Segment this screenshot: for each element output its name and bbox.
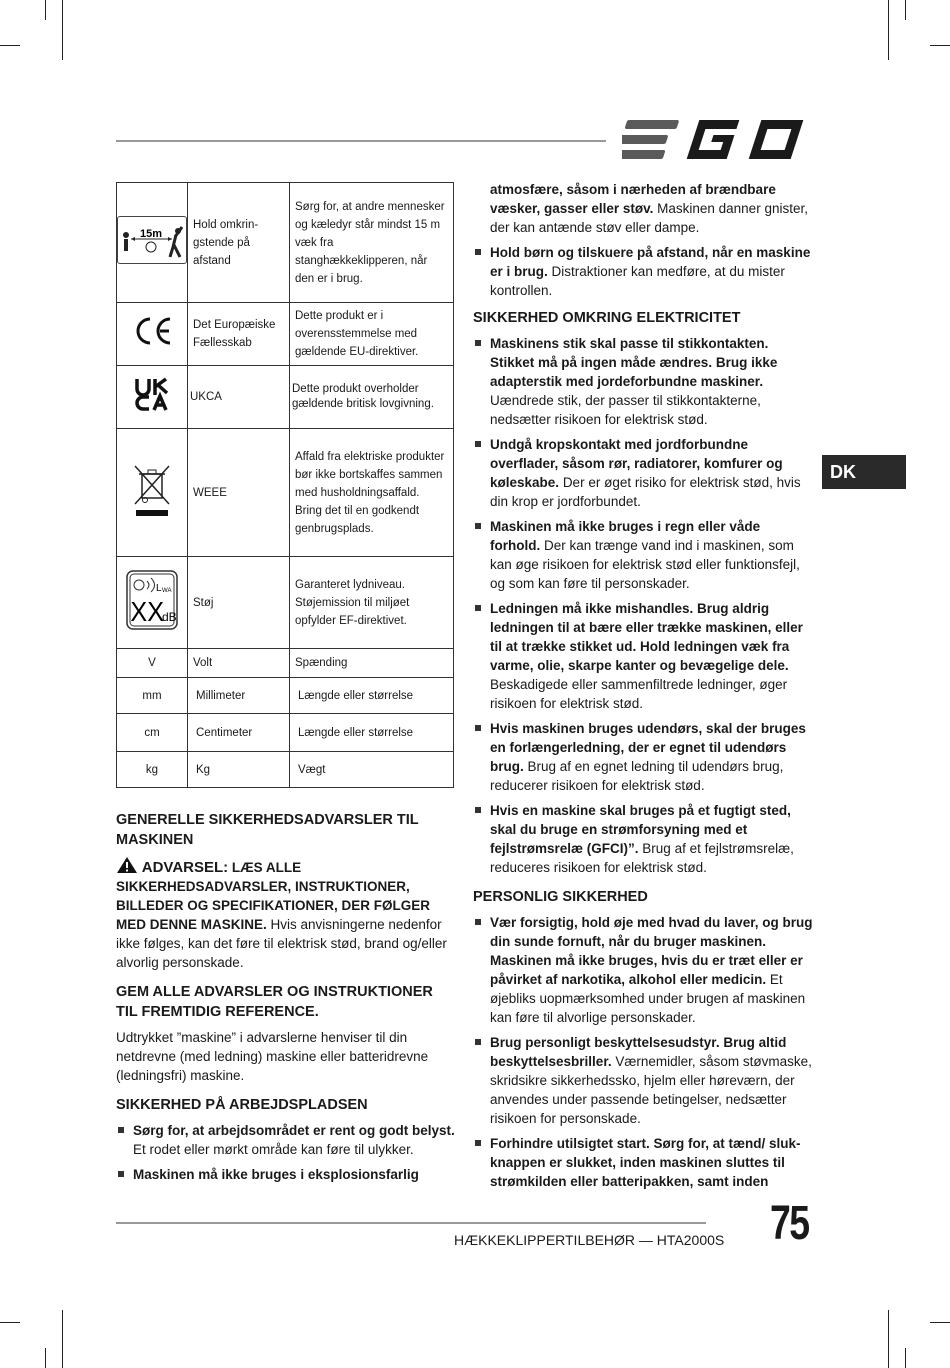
list-item — [473, 719, 813, 795]
list-item — [473, 913, 813, 1027]
crop-mark — [905, 1348, 906, 1368]
personal-safety-list — [473, 913, 813, 1191]
list-item-bold: Sørg for, at arbejdsområdet er rent og godt belyst. — [133, 1123, 455, 1138]
list-item-bold: Hvis maskinen bruges udendørs, skal der bruges en forlængerledning, der er egnet til udendørs brug. — [490, 721, 806, 774]
crop-mark — [62, 1310, 63, 1368]
crop-mark — [888, 1310, 889, 1368]
electrical-safety-list — [473, 334, 813, 877]
page-number: 75 — [770, 1197, 809, 1250]
table-row — [117, 183, 454, 303]
crop-mark — [930, 1322, 950, 1323]
list-item-bold: Maskinen må ikke bruges i regn eller våde forhold. — [490, 519, 761, 553]
symbol-description: Sørg for, at andre mennesker og kæledyr står mindst 15 m væk fra stanghækkeklipperen, når den er i brug. — [290, 183, 454, 303]
list-item-bold: Forhindre utilsigtet start. Sørg for, at tænd/ sluk-knappen er slukket, inden maskinen sluttes til strømkilden eller batteripakken, samt inden — [490, 1136, 801, 1189]
weee-bin-icon — [117, 429, 188, 557]
list-item-text: Der er øget risiko for elektrisk stød, hvis din krop er jordforbundet. — [490, 475, 801, 509]
list-item — [473, 180, 813, 237]
ego-logo — [622, 118, 812, 162]
crop-mark — [888, 0, 889, 60]
symbol-description: Dette produkt er i overensstemmelse med gældende EU-direktiver. — [290, 303, 454, 366]
left-column — [116, 810, 456, 1194]
symbol-description: Garanteret lydniveau. Støjemission til miljøet opfylder EF-direktivet. — [290, 557, 454, 649]
language-tab: DK — [822, 455, 906, 489]
symbol-description: Længde eller størrelse — [290, 714, 454, 752]
symbol-description: Spænding — [290, 649, 454, 678]
warning-text: Hvis anvisningerne nedenfor ikke følges, kan det føre til elektrisk stød, brand og/eller alvorlig personskade. — [116, 917, 447, 970]
list-item — [473, 599, 813, 713]
crop-mark — [0, 45, 20, 46]
heading-general-warnings: GENERELLE SIKKERHEDSADVARSLER TIL MASKINEN — [116, 812, 419, 848]
symbol-name: WEEE — [188, 429, 290, 557]
symbol-description: Længde eller størrelse — [290, 678, 454, 714]
list-item — [116, 1165, 456, 1184]
symbol-name: Centimeter — [188, 714, 290, 752]
right-column — [473, 180, 813, 1201]
list-item-text: Maskinen danner gnister, der kan antænde støv eller dampe. — [490, 201, 808, 235]
symbol-description: Dette produkt overholder gældende britisk lovgivning. — [290, 366, 454, 429]
list-item — [473, 243, 813, 300]
symbol-name: UKCA — [188, 366, 290, 429]
crop-mark — [905, 0, 906, 20]
svg-text:dB: dB — [162, 609, 177, 624]
list-item — [116, 1121, 456, 1159]
list-item-bold: Brug personligt beskyttelsesudstyr. Brug altid beskyttelsesbriller. — [490, 1035, 787, 1069]
table-row — [117, 303, 454, 366]
list-item — [473, 517, 813, 593]
unit-symbol: mm — [117, 678, 188, 714]
list-item-text: Distraktioner kan medføre, at du mister kontrollen. — [490, 264, 785, 298]
list-item-bold: Ledningen må ikke mishandles. Brug aldrig ledningen til at bære eller trække maskinen, eller til at trække stikket ud. Hold ledningen væk fra varme, olie, skarpe kanter og bevægelige dele. — [490, 601, 803, 673]
symbol-name: Det Europæiske Fællesskab — [188, 303, 290, 366]
symbol-table — [116, 182, 454, 788]
heading-electrical-safety: SIKKERHED OMKRING ELEKTRICITET — [473, 310, 741, 326]
heading-personal-safety: PERSONLIG SIKKERHED — [473, 889, 648, 905]
list-item-text: Der kan trænge vand ind i maskinen, som kan øge risikoen for elektrisk stød eller funktionsfejl, og som kan føre til personskader. — [490, 538, 800, 591]
list-item — [473, 1033, 813, 1128]
symbol-name: Hold omkrin- gstende på afstand — [188, 183, 290, 303]
list-item-bold: Hvis en maskine skal bruges på et fugtigt sted, skal du bruge en strømforsyning med et fejlstrømsrelæ (GFCI)”. — [490, 803, 791, 856]
table-row — [117, 678, 454, 714]
crop-mark — [45, 1348, 46, 1368]
list-item-bold: atmosfære, såsom i nærheden af brændbare væsker, gasser eller støv. — [490, 182, 776, 216]
unit-symbol: cm — [117, 714, 188, 752]
header-rule — [116, 140, 606, 142]
list-item-bold: Undgå kropskontakt med jordforbundne overflader, såsom rør, radiatorer, komfurer og køleskabe. — [490, 437, 783, 490]
footer-title: HÆKKEKLIPPERTILBEHØR — HTA2000S — [454, 1232, 725, 1248]
svg-text:WA: WA — [162, 587, 172, 594]
symbol-name: Støj — [188, 557, 290, 649]
svg-text:15m: 15m — [140, 227, 163, 240]
symbol-description: Vægt — [290, 752, 454, 788]
list-item-text: Et øjebliks uopmærksomhed under brugen af maskinen kan føre til alvorlige personskader. — [490, 972, 806, 1025]
list-item — [473, 1134, 813, 1191]
work-area-list — [116, 1121, 456, 1184]
table-row — [117, 752, 454, 788]
list-item-text: Uændrede stik, der passer til stikkontakterne, nedsætter risikoen for elektrisk stød. — [490, 393, 761, 427]
crop-mark — [930, 45, 950, 46]
list-item-bold: Vær forsigtig, hold øje med hvad du laver, og brug din sunde fornuft, når du bruger maskinen. Maskinen må ikke bruges, hvis du er træt eller er påvirket af narkotika, alkohol eller medicin. — [490, 915, 813, 987]
ukca-mark-icon — [117, 366, 188, 429]
noise-level-icon — [117, 557, 188, 649]
unit-symbol: V — [117, 649, 188, 678]
crop-mark — [0, 1322, 20, 1323]
list-item — [473, 435, 813, 511]
list-item-bold: Hold børn og tilskuere på afstand, når en maskine er i brug. — [490, 245, 811, 279]
symbol-name: Kg — [188, 752, 290, 788]
list-item — [473, 334, 813, 429]
list-item-text: Brug af en egnet ledning til udendørs brug, reducerer risikoen for elektrisk stød. — [490, 759, 784, 793]
table-row — [117, 429, 454, 557]
crop-mark — [45, 0, 46, 20]
list-item-bold: Maskinens stik skal passe til stikkontakten. Stikket må på ingen måde ændres. Brug ikke adapterstik med jordeforbundne maskiner. — [490, 336, 778, 389]
warning-label: ADVARSEL: — [141, 859, 229, 876]
symbol-description: Affald fra elektriske produkter bør ikke bortskaffes sammen med husholdningsaffald. Bring det til en godkendt genbrugsplads. — [290, 429, 454, 557]
symbol-name: Millimeter — [188, 678, 290, 714]
term-paragraph: Udtrykket ”maskine” i advarslerne henviser til din netdrevne (med ledning) maskine eller batteridrevne (ledningsfri) maskine. — [116, 1030, 429, 1083]
symbol-name: Volt — [188, 649, 290, 678]
warning-bold-text: LÆS ALLE SIKKERHEDSADVARSLER, INSTRUKTIONER, BILLEDER OG SPECIFIKATIONER, DER FØLGER MED DENNE MASKINE. — [116, 860, 431, 932]
unit-symbol: kg — [117, 752, 188, 788]
list-item-text: Brug af et fejlstrømsrelæ, reduceres risikoen for elektrisk stød. — [490, 841, 794, 875]
list-item-bold: Maskinen må ikke bruges i eksplosionsfarlig — [133, 1167, 419, 1182]
list-item-text: Værnemidler, såsom støvmaske, skridsikre sikkerhedssko, hjelm eller høreværn, der anvendes under passende betingelser, nedsætter risikoen for personskade. — [490, 1054, 812, 1126]
table-row — [117, 649, 454, 678]
svg-text:L: L — [156, 582, 162, 594]
table-row — [117, 557, 454, 649]
work-area-list-continued — [473, 180, 813, 300]
list-item-text: Beskadigede eller sammenfiltrede ledninger, øger risikoen for elektrisk stød. — [490, 677, 788, 711]
svg-text:XX: XX — [130, 595, 165, 627]
heading-work-area-safety: SIKKERHED PÅ ARBEJDSPLADSEN — [116, 1097, 368, 1113]
keep-distance-15m-icon — [117, 183, 188, 303]
table-row — [117, 366, 454, 429]
table-row — [117, 714, 454, 752]
warning-triangle-icon — [116, 856, 138, 874]
crop-mark — [62, 0, 63, 60]
warning-paragraph — [116, 856, 456, 972]
ce-mark-icon — [117, 303, 188, 366]
list-item — [473, 801, 813, 877]
list-item-text: Et rodet eller mørkt område kan føre til ulykker. — [133, 1142, 414, 1157]
footer-rule — [116, 1222, 706, 1224]
heading-keep-instructions: GEM ALLE ADVARSLER OG INSTRUKTIONER TIL FREMTIDIG REFERENCE. — [116, 984, 433, 1020]
